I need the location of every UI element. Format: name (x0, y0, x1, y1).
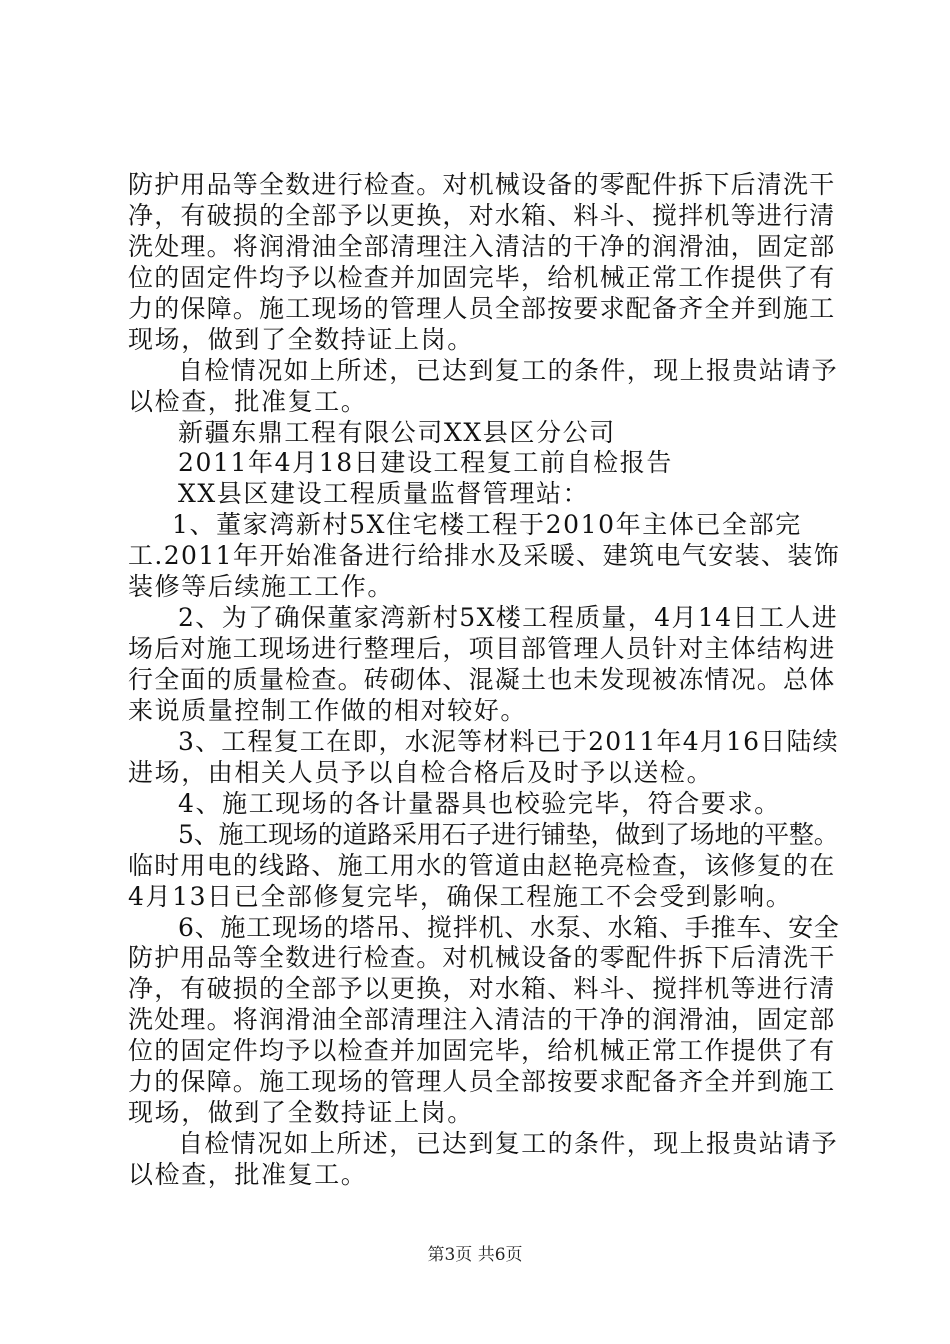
conclusion-line: 以检查，批准复工。 (128, 1160, 368, 1189)
body-text-line: 净，有破损的全部予以更换，对水箱、料斗、搅拌机等进行清 (128, 201, 836, 230)
company-name: 新疆东鼎工程有限公司XX县区分公司 (178, 418, 616, 447)
item-6-line: 力的保障。施工现场的管理人员全部按要求配备齐全并到施工 (128, 1067, 836, 1096)
body-text-line: 现场，做到了全数持证上岗。 (128, 325, 474, 354)
item-3-line: 进场，由相关人员予以自检合格后及时予以送检。 (128, 758, 714, 787)
item-6-line: 防护用品等全数进行检查。对机械设备的零配件拆下后清洗干 (128, 943, 836, 972)
item-2-line: 2、为了确保董家湾新村5X楼工程质量，4月14日工人进 (178, 603, 839, 632)
item-1-line: 装修等后续施工工作。 (128, 572, 395, 601)
report-title: 2011年4月18日建设工程复工前自检报告 (178, 448, 673, 477)
item-1-line: 工.2011年开始准备进行给排水及采暖、建筑电气安装、装饰 (128, 541, 841, 570)
item-6-line: 净，有破损的全部予以更换，对水箱、料斗、搅拌机等进行清 (128, 974, 836, 1003)
addressee: XX县区建设工程质量监督管理站： (178, 479, 590, 508)
item-5-line: 临时用电的线路、施工用水的管道由赵艳亮检查，该修复的在 (128, 851, 836, 880)
item-1-line: 1、董家湾新村5X住宅楼工程于2010年主体已全部完 (172, 510, 802, 539)
item-2-line: 来说质量控制工作做的相对较好。 (128, 696, 528, 725)
body-text-line: 位的固定件均予以检查并加固完毕，给机械正常工作提供了有 (128, 263, 836, 292)
item-5-line: 4月13日已全部修复完毕，确保工程施工不会受到影响。 (128, 882, 793, 911)
item-4-line: 4、施工现场的各计量器具也校验完毕，符合要求。 (178, 789, 781, 818)
item-6-line: 6、施工现场的塔吊、搅拌机、水泵、水箱、手推车、安全 (178, 913, 840, 942)
item-2-line: 行全面的质量检查。砖砌体、混凝土也未发现被冻情况。总体 (128, 665, 836, 694)
item-6-line: 洗处理。将润滑油全部清理注入清洁的干净的润滑油，固定部 (128, 1005, 836, 1034)
item-6-line: 现场，做到了全数持证上岗。 (128, 1098, 474, 1127)
item-6-line: 位的固定件均予以检查并加固完毕，给机械正常工作提供了有 (128, 1036, 836, 1065)
conclusion-line: 自检情况如上所述，已达到复工的条件，现上报贵站请予 (178, 356, 839, 385)
item-5-line: 5、施工现场的道路采用石子进行铺垫，做到了场地的平整。 (178, 820, 839, 849)
item-3-line: 3、工程复工在即，水泥等材料已于2011年4月16日陆续 (178, 727, 839, 756)
body-text-line: 力的保障。施工现场的管理人员全部按要求配备齐全并到施工 (128, 294, 836, 323)
body-text-line: 洗处理。将润滑油全部清理注入清洁的干净的润滑油，固定部 (128, 232, 836, 261)
item-2-line: 场后对施工现场进行整理后，项目部管理人员针对主体结构进 (128, 634, 836, 663)
conclusion-line: 以检查，批准复工。 (128, 387, 368, 416)
conclusion-line: 自检情况如上所述，已达到复工的条件，现上报贵站请予 (178, 1129, 839, 1158)
page-number-footer: 第3页 共6页 (427, 1245, 523, 1265)
body-text-line: 防护用品等全数进行检查。对机械设备的零配件拆下后清洗干 (128, 170, 836, 199)
